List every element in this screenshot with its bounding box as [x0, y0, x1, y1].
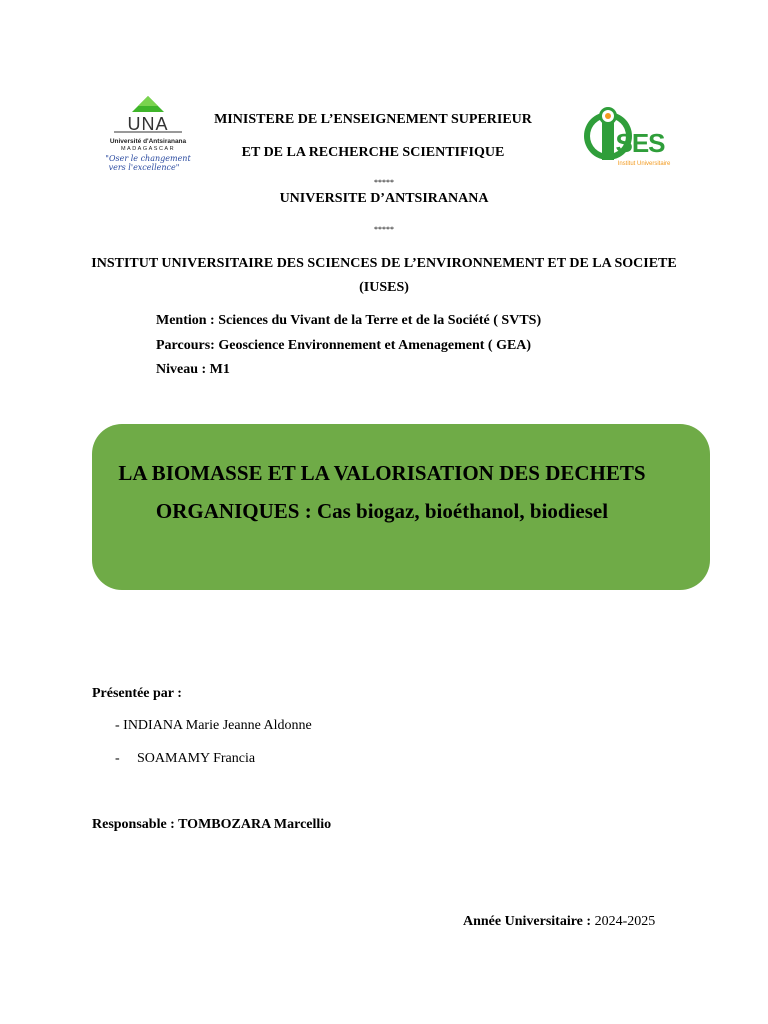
niveau-line: Niveau : M1 [156, 362, 230, 377]
una-logo-text: UNA [127, 114, 169, 134]
iuses-logo-caption: Institut Universitaire [617, 161, 671, 167]
una-logo [92, 94, 204, 178]
document-title [112, 454, 652, 530]
iuses-logo-text: SES [615, 128, 665, 158]
mention-line: Mention : Sciences du Vivant de la Terre et de la Société ( SVTS) [156, 313, 542, 328]
author-1: - INDIANA Marie Jeanne Aldonne [115, 718, 312, 733]
annee-value: 2024-2025 [591, 914, 656, 929]
title-bold-part: LA BIOMASSE ET LA VALORISATION DES DECHETS ORGANIQUES : [118, 461, 646, 523]
una-logo-country: MADAGASCAR [120, 146, 176, 152]
ministere-line-2: ET DE LA RECHERCHE SCIENTIFIQUE [241, 145, 505, 160]
separator-stars-1: ***** [374, 178, 394, 187]
presentee-label: Présentée par : [92, 686, 182, 701]
responsable-line: Responsable : TOMBOZARA Marcellio [92, 817, 332, 832]
author-2-dash: - [115, 751, 120, 766]
iuses-logo [582, 102, 682, 174]
institut-title: INSTITUT UNIVERSITAIRE DES SCIENCES DE L’ENVIRONNEMENT ET DE LA SOCIETE (IUSES) [91, 256, 677, 295]
universite-title: UNIVERSITE D’ANTSIRANANA [279, 191, 489, 206]
ministere-line-1: MINISTERE DE L’ENSEIGNEMENT SUPERIEUR [214, 112, 532, 127]
author-2: SOAMAMY Francia [137, 751, 256, 766]
una-logo-motto-1: "Oser le changement [105, 154, 191, 163]
separator-stars-2: ***** [374, 225, 394, 234]
annee-universitaire [463, 914, 655, 930]
parcours-line: Parcours: Geoscience Environnement et Amenagement ( GEA) [156, 338, 532, 353]
una-logo-motto-2: vers l'excellence" [108, 163, 180, 172]
title-rest: Cas biogaz, bioéthanol, biodiesel [311, 499, 609, 523]
una-logo-subtitle: Université d'Antsiranana [109, 138, 187, 145]
annee-label: Année Universitaire : [463, 914, 592, 929]
